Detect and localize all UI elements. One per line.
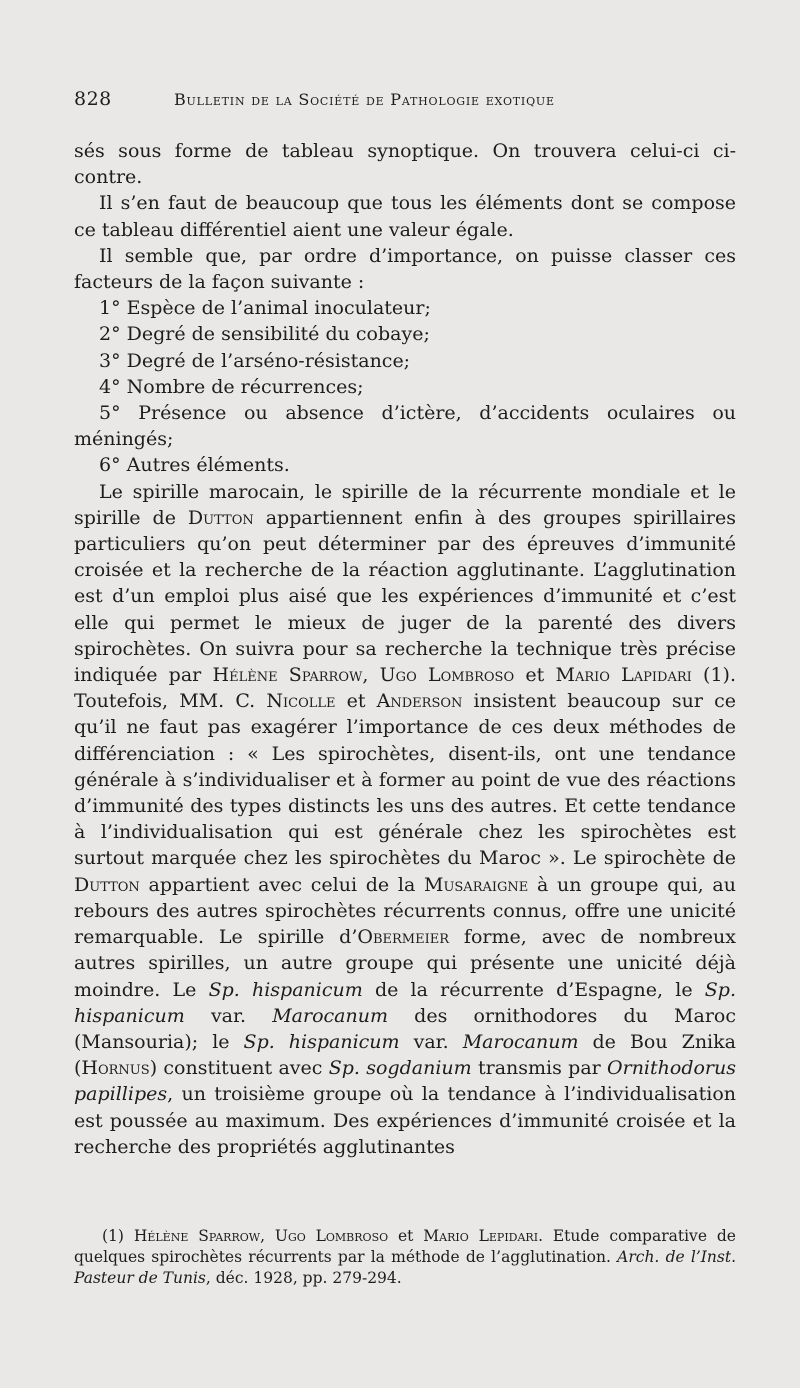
list-item: 3° Degré de l’arséno-résistance; (99, 349, 411, 372)
text-run: , déc. 1928, pp. 279-294. (205, 1269, 402, 1287)
footnotes (74, 1226, 736, 1289)
list-item: 5° Présence ou absence d’ictère, d’accidents oculaires ou méningés; (74, 402, 736, 451)
text-run: transmis par (471, 1057, 608, 1080)
text-run: (1). Toutefois, MM. C. (74, 664, 736, 713)
text-run: var. (399, 1030, 463, 1053)
paragraph-4 (74, 479, 736, 1160)
author-name: Dutton (74, 873, 140, 896)
author-name: Hélène Sparrow (212, 664, 363, 687)
species-name: Marocanum (462, 1030, 579, 1053)
paragraph-1: sés sous forme de tableau synoptique. On trouvera celui-ci ci-contre. (74, 140, 736, 189)
running-header (74, 88, 734, 118)
page-number: 828 (74, 88, 112, 110)
journal-title: Bulletin de la Société de Pathologie exotique (174, 90, 555, 109)
species-name: Ornithodorus papillipes (74, 1057, 736, 1106)
paragraph-2: Il s’en faut de beaucoup que tous les éléments dont se compose ce tableau différentiel aient une valeur égale. (74, 192, 736, 241)
text-run: , (260, 1227, 275, 1245)
text-run: et (335, 690, 377, 713)
text-run: insistent beaucoup sur ce qu’il ne faut pas exagérer l’importance de ces deux méthodes de différenciation : « Les spirochètes, disent-ils, ont une tendance générale à s’individualiser et à former au point de vue des réactions d’immunité des types distincts les uns des autres. Et cette tendance à l’individualisation qui est générale chez les spirochètes est surtout marquée chez les spirochètes du Maroc ». Le spirochète de (74, 690, 736, 870)
text-run: . Etude comparative de quelques spirochètes récurrents par la méthode de l’agglutination. (74, 1227, 736, 1266)
author-name: Anderson (376, 690, 463, 713)
text-run: var. (184, 1004, 273, 1027)
footnote-marker: (1) (102, 1227, 134, 1245)
author-name: Hélène Sparrow (133, 1227, 261, 1245)
text-run: à un groupe qui, au rebours des autres spirochètes récurrents connus, offre une unicité remarquable. Le spirille d’ (74, 873, 736, 949)
text-run: , (362, 664, 380, 687)
author-name: Mario Lepidari (423, 1227, 539, 1245)
species-name: Marocanum (272, 1004, 388, 1027)
author-name: Hornus (81, 1057, 150, 1080)
author-name: Nicolle (266, 690, 336, 713)
text-run: et (514, 664, 556, 687)
text-run: forme, avec de nombreux autres spirilles, un autre groupe qui présente une unicité déjà moindre. Le (74, 926, 737, 1001)
author-name: Dutton (187, 506, 254, 529)
list-item: 6° Autres éléments. (99, 454, 290, 477)
text-run: des ornithodores du Maroc (Mansouria); le (74, 1004, 736, 1053)
text-run: appartiennent enfin à des groupes spirillaires particuliers qu’on peut déterminer par des épreuves d’immunité croisée et la recherche de la réaction agglutinante. L’agglutination est d’un emploi plus aisé que les expériences d’immunité et c’est elle qui permet le mieux de juger de la parenté des divers spirochètes. On suivra pour sa recherche la technique très précise indiquée par (74, 506, 736, 687)
text-run: Le spirille marocain, le spirille de la récurrente mondiale et le spirille de (74, 480, 736, 529)
text-run: de la récurrente d’Espagne, le (362, 978, 705, 1001)
main-text (74, 138, 736, 1160)
footnote-1 (74, 1226, 736, 1289)
text-run: de Bou Znika ( (74, 1030, 736, 1080)
text-run: , un troisième groupe où la tendance à l’individualisation est poussée au maximum. Des expériences d’immunité croisée et la recherche des propriétés agglutinantes (74, 1083, 736, 1158)
author-name: Ugo Lombroso (379, 664, 515, 687)
species-name: Sp. hispanicum (74, 978, 736, 1027)
author-name: Mario Lapidari (555, 664, 692, 687)
list-item: 2° Degré de sensibilité du cobaye; (99, 323, 430, 346)
author-name: Musaraigne (423, 873, 529, 896)
text-run: et (388, 1227, 424, 1245)
journal-reference: Arch. de l’Inst. Pasteur de Tunis (74, 1248, 736, 1287)
list-item: 1° Espèce de l’animal inoculateur; (99, 297, 431, 320)
text-run: ) constituent avec (149, 1057, 329, 1080)
paragraph-3: Il semble que, par ordre d’importance, on puisse classer ces facteurs de la façon suivante : (74, 244, 736, 294)
list-item: 4° Nombre de récurrences; (99, 375, 364, 398)
author-name: Ugo Lombroso (274, 1227, 389, 1245)
species-name: Sp. hispanicum (208, 978, 363, 1001)
text-run: appartient avec celui de la (139, 873, 424, 896)
species-name: Sp. hispanicum (243, 1030, 400, 1053)
species-name: Sp. sogdanium (328, 1057, 472, 1080)
author-name: Obermeier (357, 926, 449, 949)
